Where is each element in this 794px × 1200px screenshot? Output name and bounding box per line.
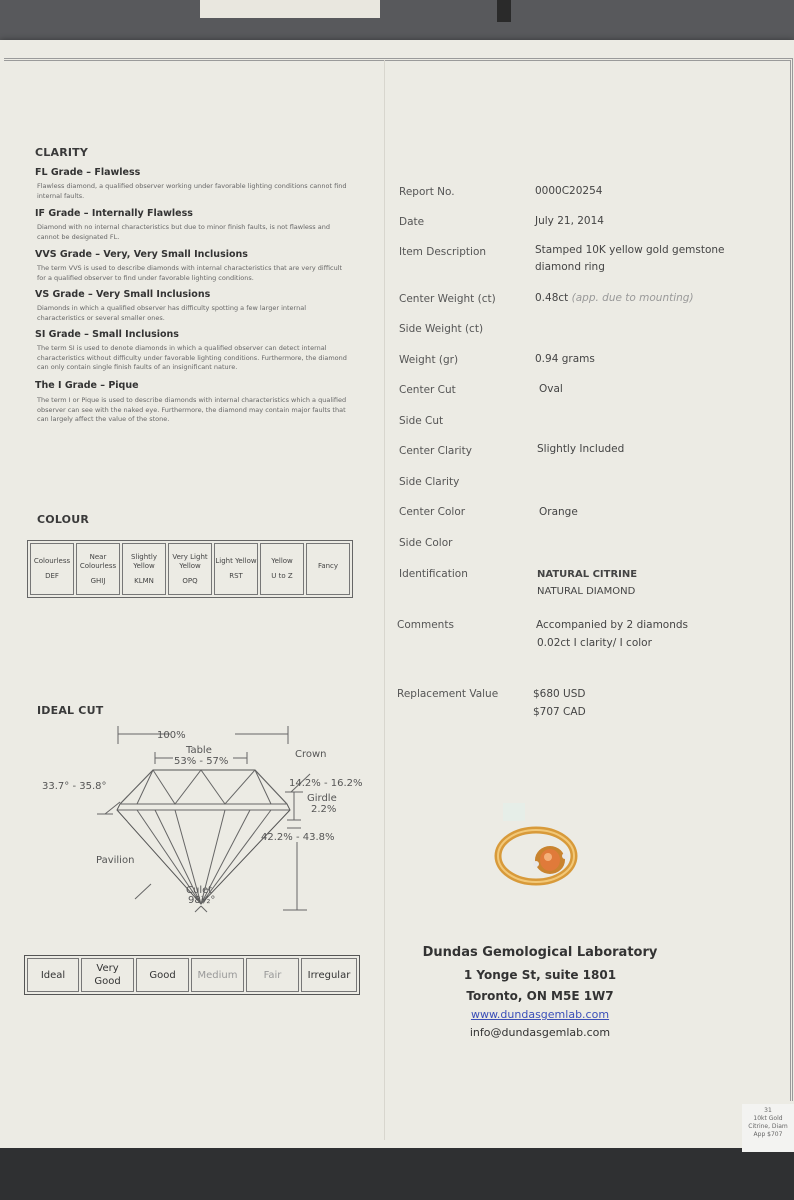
colour-cell: Very Light Yellow OPQ: [168, 543, 212, 595]
colour-cell: Near Colourless GHIJ: [76, 543, 120, 595]
ideal-cut-heading: IDEAL CUT: [37, 704, 104, 717]
cut-grade-good: Good: [136, 958, 189, 992]
field-value-identification: NATURAL CITRINE: [537, 569, 638, 580]
grade-title: VVS Grade – Very, Very Small Inclusions: [35, 249, 248, 260]
field-label-identification: Identification: [399, 568, 468, 580]
cut-grade-table: [24, 955, 360, 995]
lab-address-1: 1 Yonge St, suite 1801: [463, 968, 617, 982]
grade-description: The term VVS is used to describe diamonds with internal characteristics that are very difficult for a qualified observer to find under favorable lighting conditions.: [37, 264, 343, 282]
culet-label: Culet: [186, 885, 213, 896]
total-width-label: 100%: [157, 730, 186, 741]
grade-title: VS Grade – Very Small Inclusions: [35, 289, 211, 300]
grade-description: The term SI is used to denote diamonds in which a qualified observer can detect internal characteristics without difficulty under favorable lighting conditions. Furthermore, the diamond can only contain single finish faults of an insignificant nature.: [37, 344, 347, 371]
field-value-report-no: 0000C20254: [535, 185, 603, 197]
culet-value-label: 98½°: [188, 895, 216, 906]
tag-line: Citrine, Diam: [748, 1123, 788, 1130]
field-label-replacement-value: Replacement Value: [397, 688, 499, 700]
field-label-center-clarity: Center Clarity: [399, 445, 472, 457]
certificate-card: [0, 40, 794, 1148]
field-value-center-cut: Oval: [539, 383, 563, 395]
ring-photo: [488, 798, 588, 898]
colour-cell: Yellow U to Z: [260, 543, 304, 595]
field-value-comments: Accompanied by 2 diamonds: [536, 619, 689, 631]
background-bottom: [0, 1148, 794, 1200]
crown-label: Crown: [295, 749, 327, 760]
field-value-comments-2: 0.02ct I clarity/ I color: [537, 637, 652, 649]
field-label-side-cut: Side Cut: [399, 415, 444, 427]
colour-cell: Fancy: [306, 543, 350, 595]
cut-grade-very-good: Very Good: [81, 958, 134, 992]
colour-cell: Slightly Yellow KLMN: [122, 543, 166, 595]
cut-grade-fair: Fair: [246, 958, 299, 992]
field-label-item-description: Item Description: [399, 246, 487, 258]
field-label-center-weight: Center Weight (ct): [399, 293, 496, 305]
cut-grade-irregular: Irregular: [301, 958, 357, 992]
field-label-side-clarity: Side Clarity: [399, 476, 460, 488]
table-label: Table: [186, 745, 212, 756]
grade-description: Diamond with no internal characteristics but due to minor finish faults, is not flawless and cannot be designated FL.: [37, 223, 330, 241]
field-value-center-clarity: Slightly Included: [537, 443, 625, 455]
clarity-heading: CLARITY: [35, 146, 89, 159]
field-value-center-weight: 0.48ct (app. due to mounting): [535, 292, 694, 304]
lab-address-2: Toronto, ON M5E 1W7: [466, 989, 614, 1003]
field-label-side-color: Side Color: [399, 537, 453, 549]
lab-email: info@dundasgemlab.com: [469, 1026, 611, 1039]
field-label-weight: Weight (gr): [399, 354, 459, 366]
price-tag: [742, 1104, 794, 1152]
crown-angle-label: 33.7° - 35.8°: [42, 781, 107, 792]
girdle-label: Girdle: [307, 793, 337, 804]
field-label-comments: Comments: [397, 619, 454, 631]
binder-clip: [497, 0, 511, 22]
grade-description: Flawless diamond, a qualified observer working under favorable lighting conditions cannot find internal faults.: [37, 182, 347, 200]
grade-description: Diamonds in which a qualified observer has difficulty spotting a few larger internal characteristics or several smaller ones.: [37, 304, 307, 322]
lab-website-link[interactable]: www.dundasgemlab.com: [470, 1008, 610, 1021]
colour-cell: Colourless DEF: [30, 543, 74, 595]
grade-description: The term I or Pique is used to describe diamonds with internal characteristics which a qualified observer can see with the naked eye. Furthermore, the diamond may contain major faults that can largely affect the value of the stone.: [37, 396, 347, 423]
grade-title: FL Grade – Flawless: [35, 167, 141, 178]
field-label-date: Date: [399, 216, 425, 228]
grade-title: IF Grade – Internally Flawless: [35, 208, 193, 219]
field-label-center-color: Center Color: [399, 506, 466, 518]
fold-line: [384, 60, 385, 1140]
cut-grade-ideal: Ideal: [27, 958, 79, 992]
pavilion-label: Pavilion: [96, 855, 135, 866]
colour-scale-table: [27, 540, 353, 598]
field-value-identification-2: NATURAL DIAMOND: [537, 586, 636, 597]
table-range-label: 53% - 57%: [174, 756, 229, 767]
field-label-center-cut: Center Cut: [399, 384, 456, 396]
field-value-item-description: Stamped 10K yellow gold gemstone diamond ring: [535, 244, 725, 273]
field-value-weight: 0.94 grams: [535, 353, 595, 365]
colour-heading: COLOUR: [37, 513, 89, 526]
crown-height-label: 14.2% - 16.2%: [289, 778, 363, 789]
field-value-replacement-cad: $707 CAD: [533, 706, 586, 718]
tag-line: 31: [764, 1107, 772, 1114]
girdle-value-label: 2.2%: [311, 804, 337, 815]
tag-line: 10kt Gold: [753, 1115, 783, 1122]
paper-edge: [200, 0, 380, 18]
grade-title: The I Grade – Pique: [35, 380, 139, 391]
field-value-center-color: Orange: [539, 506, 578, 518]
colour-cell: Light Yellow RST: [214, 543, 258, 595]
field-value-replacement-usd: $680 USD: [533, 688, 586, 700]
lab-name: Dundas Gemological Laboratory: [422, 945, 658, 960]
field-label-report-no: Report No.: [399, 186, 455, 198]
field-label-side-weight: Side Weight (ct): [399, 323, 484, 335]
tag-line: App $707: [753, 1131, 783, 1138]
pavilion-depth-label: 42.2% - 43.8%: [261, 832, 335, 843]
field-value-date: July 21, 2014: [535, 215, 604, 227]
grade-title: SI Grade – Small Inclusions: [35, 329, 179, 340]
cut-grade-medium: Medium: [191, 958, 244, 992]
